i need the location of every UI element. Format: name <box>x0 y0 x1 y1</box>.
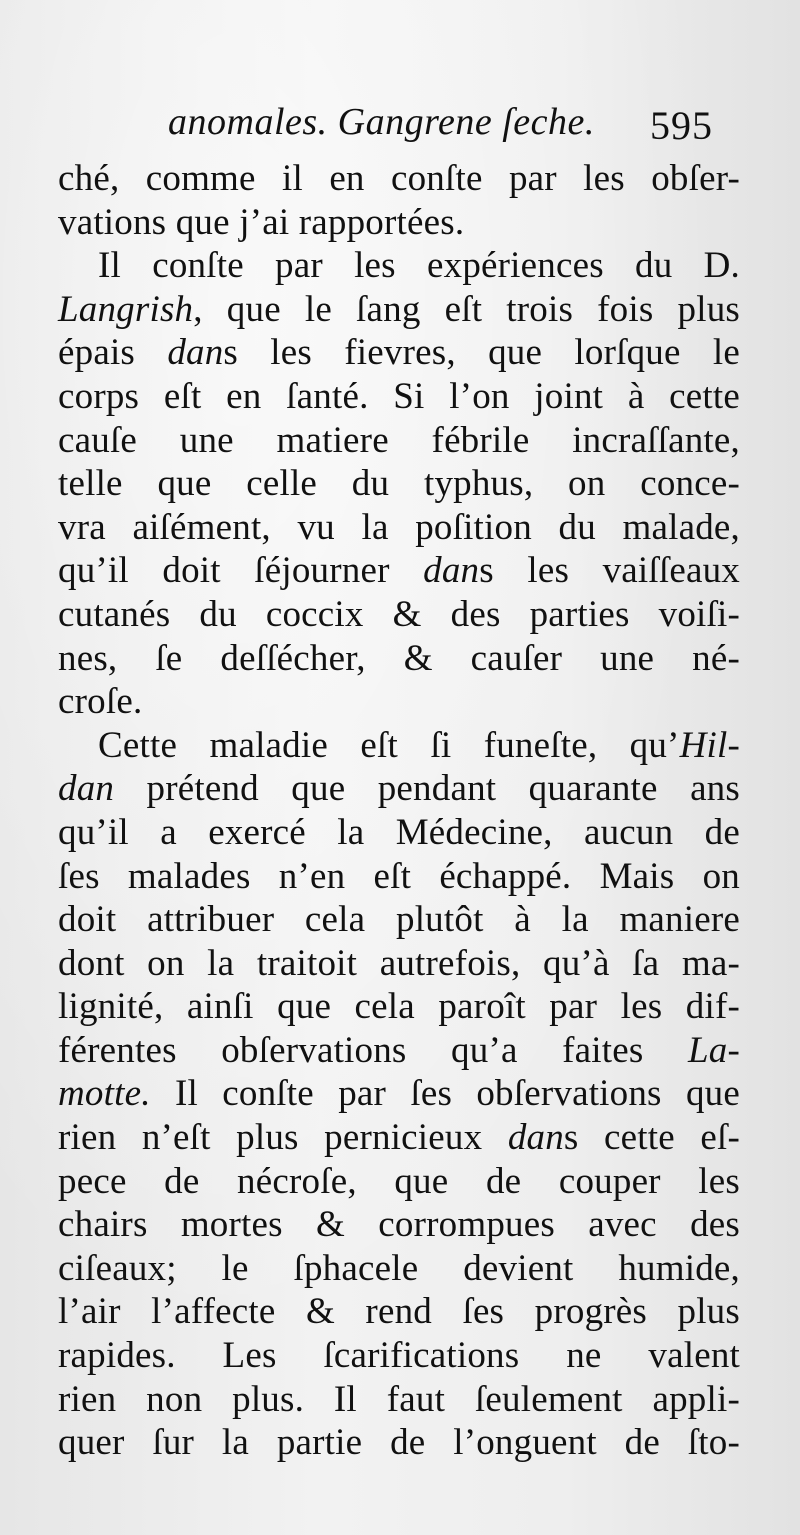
body-text <box>58 157 740 1465</box>
text-line: dan prétend que pendant quarante ans <box>58 768 740 810</box>
text-line: telle que celle du typhus, on conce- <box>58 463 740 505</box>
text-line: férentes obſervations qu’a faites La- <box>58 1029 740 1071</box>
text-line: croſe. <box>58 681 143 723</box>
text-line: cutanés du coccix & des parties voiſi- <box>58 593 740 635</box>
text-line: quer ſur la partie de l’onguent de ſto- <box>58 1422 740 1464</box>
text-line: vra aiſément, vu la poſition du malade, <box>58 506 740 548</box>
text-line: Il conſte par les expériences du D. <box>98 245 740 287</box>
text-line: Cette maladie eſt ſi funeſte, qu’Hil- <box>98 724 740 766</box>
text-line: pece de nécroſe, que de couper les <box>58 1160 740 1202</box>
page-number: 595 <box>650 103 713 148</box>
running-title: anomales. Gangrene ſeche. <box>168 101 595 143</box>
text-line: rien n’eſt plus pernicieux dans cette eſ- <box>58 1117 740 1159</box>
text-line: doit attribuer cela plutôt à la maniere <box>58 899 740 941</box>
text-line: rien non plus. Il faut ſeulement appli- <box>58 1378 740 1420</box>
text-line: cauſe une matiere fébrile incraſſante, <box>58 419 740 461</box>
text-line: vations que j’ai rapportées. <box>58 201 465 243</box>
text-line: ché, comme il en conſte par les obſer- <box>58 158 740 199</box>
text-line: rapides. Les ſcarifications ne valent <box>58 1335 740 1377</box>
text-line: épais dans les fievres, que lorſque le <box>58 332 740 374</box>
text-line: l’air l’affecte & rend ſes progrès plus <box>58 1291 740 1333</box>
text-line: motte. Il conſte par ſes obſervations que <box>58 1073 740 1115</box>
text-line: ſes malades n’en eſt échappé. Mais on <box>58 855 740 897</box>
text-line: corps eſt en ſanté. Si l’on joint à cette <box>58 375 740 417</box>
page-header <box>0 92 800 152</box>
text-line: qu’il a exercé la Médecine, aucun de <box>58 811 740 853</box>
text-line: nes, ſe deſſécher, & cauſer une né- <box>58 637 740 679</box>
text-line: qu’il doit ſéjourner dans les vaiſſeaux <box>58 550 741 592</box>
text-line: ciſeaux; le ſphacele devient humide, <box>58 1247 740 1289</box>
text-line: dont on la traitoit autrefois, qu’à ſa ma- <box>58 942 740 984</box>
text-line: chairs mortes & corrompues avec des <box>58 1204 740 1246</box>
text-line: lignité, ainſi que cela paroît par les dif- <box>58 986 740 1028</box>
text-line: Langrish, que le ſang eſt trois fois plus <box>58 288 740 330</box>
